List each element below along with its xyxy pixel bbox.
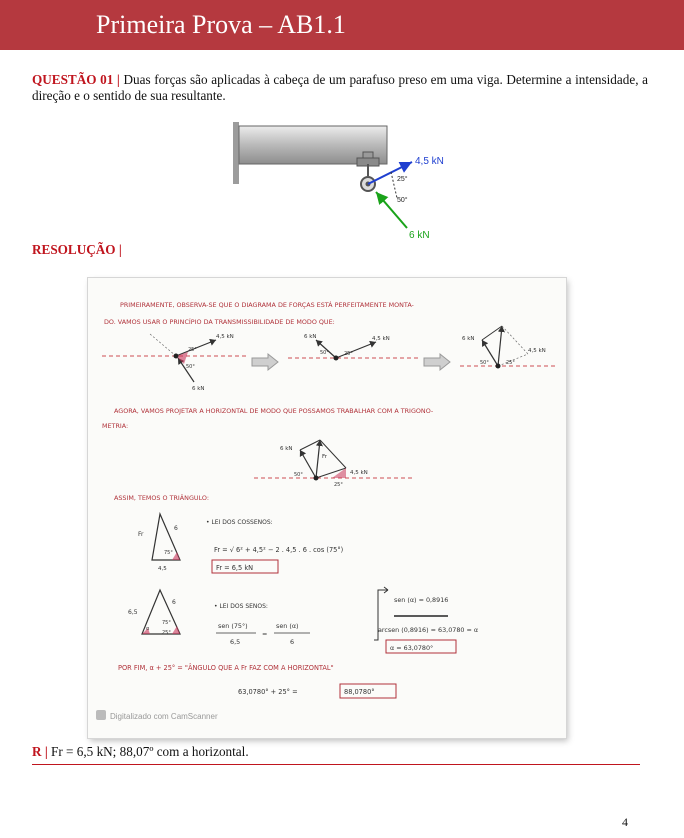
sketch2-force-2: 4,5 kN <box>372 336 390 342</box>
resolution-label: RESOLUÇÃO | <box>32 242 122 257</box>
scanned-solution <box>88 278 566 738</box>
sketch3-angle-1: 50° <box>480 360 489 366</box>
sketch1-angle-2: 50° <box>186 364 195 370</box>
problem-figure <box>225 118 465 248</box>
scan-line-4: METRIA: <box>102 422 129 430</box>
page-title: Primeira Prova – AB1.1 <box>96 10 346 39</box>
sketch1-force-1: 4,5 kN <box>216 334 234 340</box>
page-number: 4 <box>622 815 628 829</box>
scan-line-1: PRIMEIRAMENTE, OBSERVA-SE QUE O DIAGRAMA DE FORÇAS ESTÁ PERFEITAMENTE MONTA- <box>120 301 414 309</box>
sketch-diagram-4 <box>254 440 414 488</box>
final-equation: 63,0780° + 25° = <box>238 688 298 696</box>
law-of-sines-label: • LEI DOS SENOS: <box>214 603 268 610</box>
sine-numerator-1: sen (75°) <box>218 622 248 630</box>
law-of-cosines-label: • LEI DOS COSSENOS: <box>206 519 273 526</box>
triangle-1 <box>138 514 180 572</box>
sketch1-angle-1: 25° <box>188 347 197 353</box>
sketch4-fr: Fr <box>322 454 328 460</box>
header-bar <box>0 0 684 50</box>
sketch4-angle-1: 50° <box>294 472 303 478</box>
scan-line-5: ASSIM, TEMOS O TRIÂNGULO: <box>114 494 209 502</box>
sketch-diagram-2 <box>288 334 418 361</box>
answer-line <box>32 744 249 760</box>
sine-numerator-2: sen (α) <box>276 622 299 630</box>
final-result: 88,0780° <box>344 688 375 696</box>
sketch4-force-1: 6 kN <box>280 446 293 452</box>
sketch3-force-2: 4,5 kN <box>528 348 546 354</box>
alpha-step-1: sen (α) = 0,8916 <box>394 596 449 604</box>
sine-denominator-2: 6 <box>290 638 295 646</box>
question-label: QUESTÃO 01 | <box>32 72 120 87</box>
sketch2-angle-2: 25° <box>344 351 353 357</box>
tri2-side-1: 6,5 <box>128 609 138 616</box>
bolt-head <box>363 152 373 158</box>
angle-label-upper: 25° <box>397 176 408 183</box>
tri1-angle: 75° <box>164 550 173 556</box>
answer-divider <box>32 764 640 765</box>
sketch4-force-2: 4,5 kN <box>350 470 368 476</box>
cosine-equation: Fr = √ 6² + 4,5² − 2 . 4,5 . 6 . cos (75°) <box>214 546 344 554</box>
sketch3-force-1: 6 kN <box>462 336 475 342</box>
sketch-diagram-3 <box>460 326 558 369</box>
arrow-right-icon <box>252 354 278 370</box>
tri2-angle-1: 75° <box>162 620 171 626</box>
tri2-alpha: α <box>146 626 150 632</box>
alpha-step-2: arcsen (0,8916) = 63,0780 = α <box>378 626 479 634</box>
tri2-angle-2: 25° <box>162 630 171 636</box>
sketch-diagram-1 <box>102 334 248 392</box>
sine-denominator-1: 6,5 <box>230 638 241 646</box>
tri2-side-2: 6 <box>172 599 176 606</box>
wall <box>233 122 239 184</box>
sketch2-force-1: 6 kN <box>304 334 317 340</box>
sketch4-angle-2: 25° <box>334 482 343 488</box>
scanner-watermark: Digitalizado com CamScanner <box>110 712 218 721</box>
cosine-result: Fr = 6,5 kN <box>216 564 254 572</box>
tri1-base: 4,5 <box>158 566 167 572</box>
tri1-fr: Fr <box>138 531 144 538</box>
answer-label: R | <box>32 744 48 759</box>
answer-text: Fr = 6,5 kN; 88,07º com a horizontal. <box>47 744 249 759</box>
scan-line-3: AGORA, VAMOS PROJETAR A HORIZONTAL DE MODO QUE POSSAMOS TRABALHAR COM A TRIGONO- <box>114 407 434 415</box>
angle-label-lower: 50° <box>397 197 408 204</box>
question-text <box>32 72 648 104</box>
triangle-2 <box>128 590 180 636</box>
sketch2-angle-1: 50° <box>320 350 329 356</box>
tri1-side: 6 <box>174 525 178 532</box>
scan-line-6: POR FIM, α + 25° = "ÂNGULO QUE A Fr FAZ COM A HORIZONTAL" <box>118 664 334 672</box>
sketch3-angle-2: 25° <box>506 360 515 366</box>
arrow-right-icon <box>424 354 450 370</box>
sketch1-force-2: 6 kN <box>192 386 205 392</box>
question-body: Duas forças são aplicadas à cabeça de um parafuso preso em uma viga. Determine a intensidade, a direção e o sentido de sua resultante. <box>32 72 648 103</box>
sine-equals: = <box>262 630 268 638</box>
force-label-upper: 4,5 kN <box>415 156 444 167</box>
camscanner-logo-icon <box>96 710 106 720</box>
force-label-lower: 6 kN <box>409 230 430 241</box>
alpha-result: α = 63,0780° <box>390 644 434 652</box>
scan-line-2: DO. VAMOS USAR O PRINCÍPIO DA TRANSMISSIBILIDADE DE MODO QUE: <box>104 318 335 326</box>
